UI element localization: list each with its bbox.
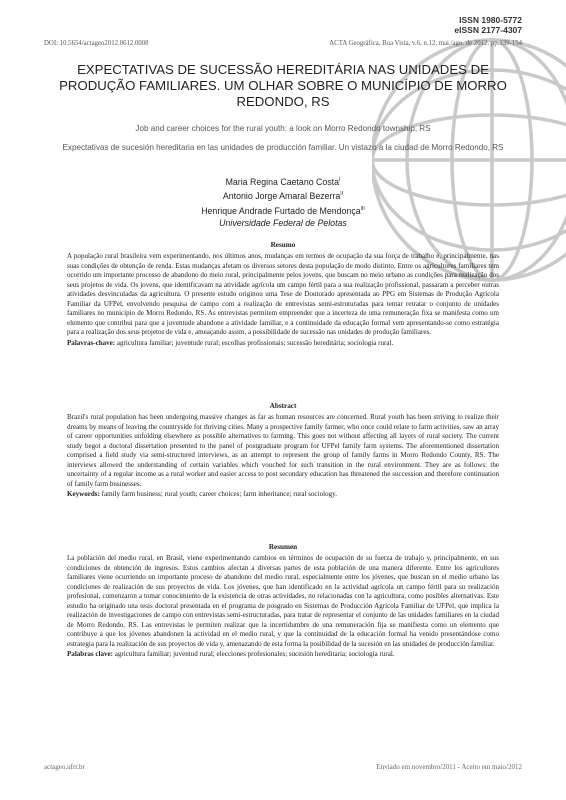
footer-site: actageo.ufrr.br [44, 763, 85, 771]
resumen-text: La población del medio rural, en Brasil, viene experimentando cambios en términos de ocupación de su fuerza de trabajo y, principalmente, en sus condiciones de obtención de ingresos. Estos cambios afectan a diversas partes de esta población de una manera diferente. Entre los agricultores familiares viene ocurriendo un importante proceso de abandono del medio rural, especialmente entre los jóvenes, que buscan en el medio urbano las condiciones de realización de sus proyectos de vida. Los jóvenes, que han identificado en la actividad agrícola un campo fértil para su realización profesional, comenzaron a tomar conocimiento de la existencia de otras actividades, no relacionadas con la agricultura, como posibles alternativas. Este estudio ha originado una tesis doctoral presentada en el programa de posgrado en Sistemas de Producción Agrícola Familiar de UFPel, que implica la realización de investigaciones de campo con entrevistas semi-estructuradas, para tratar de representar el conjunto de las unidades familiares en la ciudad de Morro Redondo, RS. Las entrevistas le permiten realizar que la incertidumbre de una remuneración fija se manifiesta como un elemento que contribuye a que los jóvenes abandonen la actividad en el medio rural, y que la continuidad de la educación formal ha venido presentándose como estrategia para la realización de sus proyectos de vida y, amenazando de esta forma la posibilidad de la sucesión en las unidades de producción familiar. [67, 554, 499, 648]
resumen-heading: Resumen [268, 543, 298, 551]
running-header [44, 40, 522, 47]
resumo-heading: Resumo [270, 241, 296, 249]
resumo-section [67, 241, 499, 348]
footer-dates: Enviado em novembro/2011 - Aceito em maio/2012 [376, 763, 522, 771]
issn: ISSN 1980-5772 [459, 15, 522, 25]
resumo-keywords: Palavras-chave: agricultura familiar; juventude rural; escolhas profissionais; sucessão hereditária; sociologia rural. [67, 338, 394, 347]
eissn: eISSN 2177-4307 [454, 25, 522, 35]
subtitle-english: Job and career choices for the rural youth: a look on Morro Redondo township, RS [135, 124, 431, 133]
affiliation: Universidade Federal de Pelotas [219, 218, 347, 229]
author-name: Henrique Andrade Furtado de Mendonça$^{III}$ [201, 205, 365, 216]
abstract-heading: Abstract [269, 402, 297, 410]
abstract-section [67, 402, 499, 500]
author-name: Antonio Jorge Amaral Bezerra$^{II}$ [222, 191, 344, 202]
issn-block [454, 15, 522, 35]
abstract-text: Brazil's rural population has been undergoing massive changes as far as human resources are concerned. Rural youth has been striving to realize their dreams by means of leaving the countryside for thriving cities. Many a prospective family farmer, who once could relate to farm activities, saw an array of career opportunities unfolding elsewhere as possible alternatives to farming. This goes not without affecting all layers of rural society. The current study begot a doctoral dissertation presented to the panel of postgraduate program for UFPel family farm systems. The aforementioned dissertation comprised a field study via semi-structured interviews, as an attempt to represent the group of family farms in Morro Redondo County, RS. The interviews allowed the understanding of certain variables which vouched for such transition in the rural environment. They are as follows: the uncertainty of a regular income as a rural worker and easier access to post secondary education has threatened the succession and therefore continuation of family farm businesses. [67, 413, 499, 488]
resumo-text: A população rural brasileira vem experimentando, nos últimos anos, mudanças em termos de ocupação da sua força de trabalho e, principalmente, nas suas condições de obtenção de renda. Estas mudanças afetam os diversos setores desta população de modo distinto. Entre os agricultores familiares tem ocorrido um importante processo de abandono do meio rural, principalmente pelos jovens, que buscam no meio urbano as condições para realização dos seus projetos de vida. Os jovens, que identificavam na atividade agrícola um campo fértil para a sua realização profissional, passaram a perceber outras atividades desvinculadas da agricultura. O presente estudo originou uma Tese de Doutorado apresentada ao PPG em Sistemas de Produção Agrícola Familiar da UFPel, envolvendo pesquisa de campo com a realização de entrevistas semi-estruturadas para tentar retratar o conjunto de unidades familiares no município de Morro Redondo, RS. As entrevistas permitem empreender que a incerteza de uma remuneração fixa se manifesta como um elemento que contribui para que a juventude abandone a atividade familiar, e a continuidade da educação formal vem apresentando-se como estratégia para a realização dos seus projetos de vida e, ameaçando assim, a possibilidade de sucessão nas unidades de produção familiares. [67, 252, 499, 336]
author-name: Maria Regina Caetano Costa$^I$ [225, 176, 341, 187]
abstract-keywords: Keywords: family farm business; rural youth; career choices; farm inheritance; rural sociology. [67, 490, 337, 498]
article-title: EXPECTATIVAS DE SUCESSÃO HEREDITÁRIA NAS UNIDADES DE PRODUÇÃO FAMILIARES. UM OLHAR SOBRE O MUNICÍPIO DE MORRO REDONDO, RS [59, 62, 507, 109]
author-block [44, 174, 522, 230]
resumen-keywords: Palabras clave: agricultura familiar; juventud rural; elecciones profesionales; sucesión hereditaria; sociología rural. [67, 650, 395, 658]
subtitle-spanish: Expectativas de sucesión hereditaria en las unidades de producción familiar. Un vistazo a la ciudad de Morro Redondo, RS [62, 143, 504, 152]
page-footer [44, 763, 522, 771]
doi: DOI: 10.5654/actageo2012.0612.0008 [44, 40, 149, 47]
resumen-section [67, 543, 499, 660]
journal-citation: ACTA Geográfica, Boa Vista, v.6, n.12, mai./ago. de 2012. pp.139-154 [329, 40, 522, 47]
